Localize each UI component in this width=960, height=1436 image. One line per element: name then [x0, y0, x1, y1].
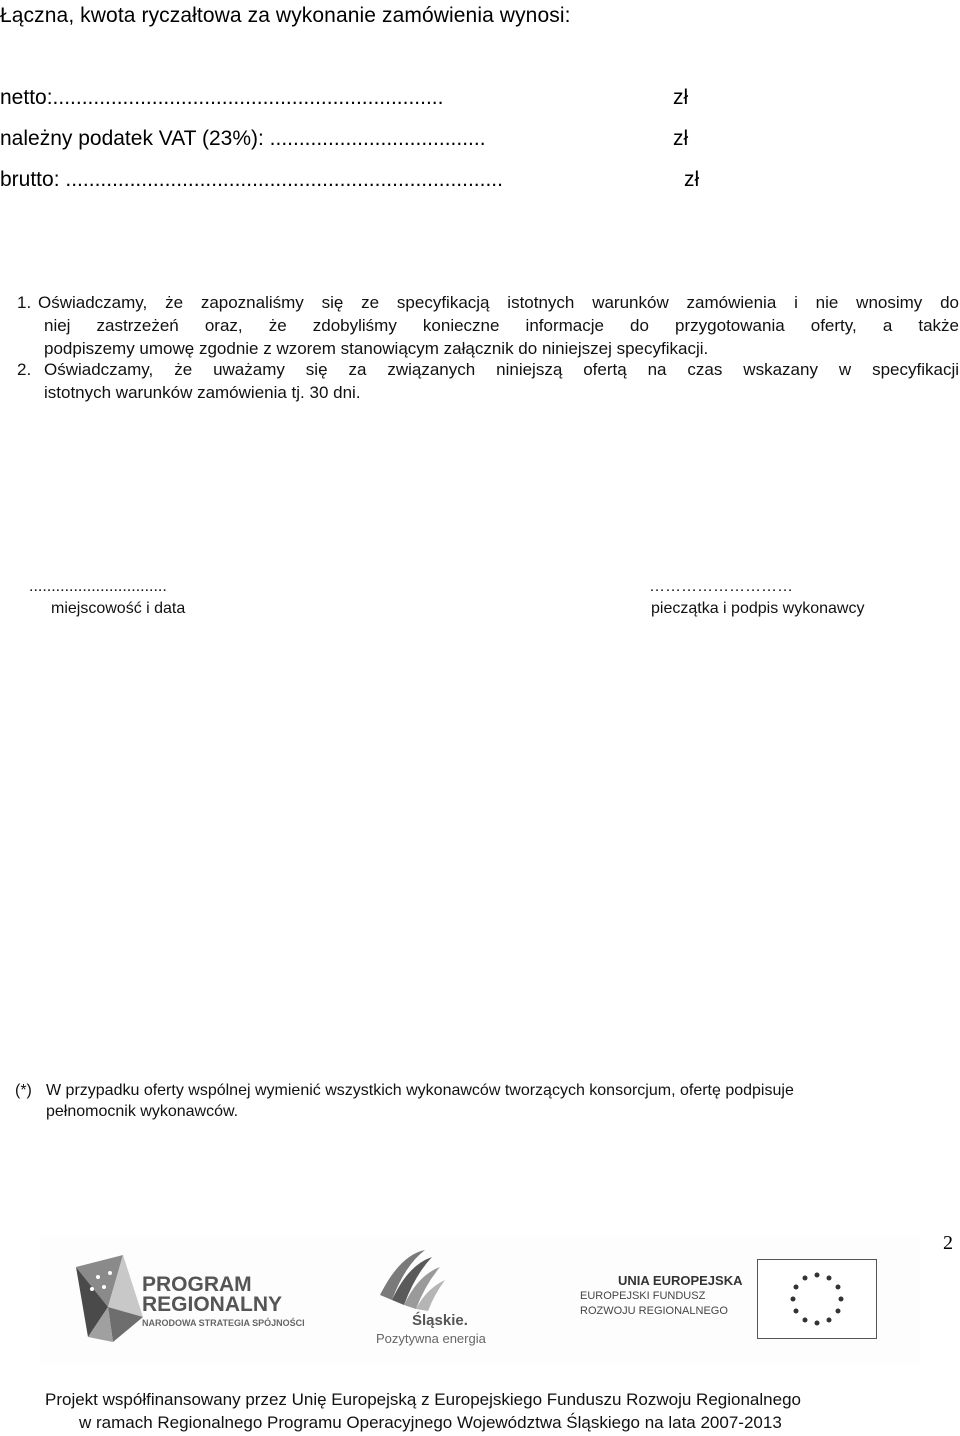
signature-right-dots: ………………………	[649, 578, 793, 595]
program-line-3: NARODOWA STRATEGIA SPÓJNOŚCI	[142, 1318, 305, 1328]
note-marker: (*)	[15, 1082, 32, 1099]
eu-flag-icon	[757, 1259, 877, 1339]
note-line-2: pełnomocnik wykonawców.	[46, 1103, 239, 1120]
page-number: 2	[943, 1232, 953, 1254]
slaskie-line-1: Śląskie.	[412, 1312, 468, 1329]
brutto-label: brutto:	[0, 168, 60, 191]
amount-vat	[0, 127, 486, 151]
declaration-1	[38, 291, 959, 360]
slaskie-logo-icon	[370, 1245, 450, 1315]
logo-band	[40, 1235, 920, 1365]
declaration-1-number: 1.	[17, 293, 32, 312]
netto-label: netto:	[0, 86, 53, 109]
amount-netto	[0, 86, 443, 110]
vat-label: należny podatek VAT (23%):	[0, 127, 264, 150]
program-line-2: REGIONALNY	[142, 1293, 283, 1316]
vat-dots: .....................................	[269, 127, 486, 150]
amount-brutto	[0, 168, 503, 192]
footer-line-1: Projekt współfinansowany przez Unię Europejską z Europejskiego Funduszu Rozwoju Regionalnego	[45, 1390, 801, 1409]
footer-line-2: w ramach Regionalnego Programu Operacyjnego Województwa Śląskiego na lata 2007-2013	[79, 1413, 782, 1432]
netto-unit: zł	[673, 86, 689, 109]
page-heading: Łączna, kwota ryczałtowa za wykonanie zamówienia wynosi:	[0, 4, 571, 27]
declaration-2-line-2: istotnych warunków zamówienia tj. 30 dni.	[44, 383, 361, 402]
signature-right-label: pieczątka i podpis wykonawcy	[651, 600, 865, 617]
brutto-dots: ...........................................................................	[65, 168, 503, 191]
eu-line-3: ROZWOJU REGIONALNEGO	[580, 1305, 728, 1317]
declaration-1-line-1: Oświadczamy, że zapoznaliśmy się ze specyfikacją istotnych warunków zamówienia i nie wnosimy do	[38, 293, 959, 312]
netto-dots: ...................................................................	[52, 86, 444, 109]
declaration-2	[44, 358, 959, 404]
brutto-unit: zł	[684, 168, 700, 191]
vat-unit: zł	[673, 127, 689, 150]
signature-left-dots: ...............................	[29, 578, 167, 595]
eu-line-1: UNIA EUROPEJSKA	[618, 1273, 743, 1288]
note-line-1: W przypadku oferty wspólnej wymienić wszystkich wykonawców tworzących konsorcjum, ofertę podpisuje	[46, 1082, 794, 1099]
signature-left-label: miejscowość i data	[51, 600, 186, 617]
eu-line-2: EUROPEJSKI FUNDUSZ	[580, 1290, 706, 1302]
declaration-1-line-3: podpiszemy umowę zgodnie z wzorem stanowiącym załącznik do niniejszej specyfikacji.	[44, 339, 709, 358]
program-regionalny-logo-icon	[68, 1247, 148, 1347]
declaration-2-number: 2.	[17, 360, 32, 379]
declaration-1-line-2: niej zastrzeżeń oraz, że zdobyliśmy konieczne informacje do przygotowania oferty, a także	[44, 316, 959, 335]
slaskie-line-2: Pozytywna energia	[376, 1331, 486, 1346]
declaration-2-line-1: Oświadczamy, że uważamy się za związanych niniejszą ofertą na czas wskazany w specyfikacji	[44, 360, 959, 379]
program-line-1: PROGRAM	[142, 1273, 252, 1296]
